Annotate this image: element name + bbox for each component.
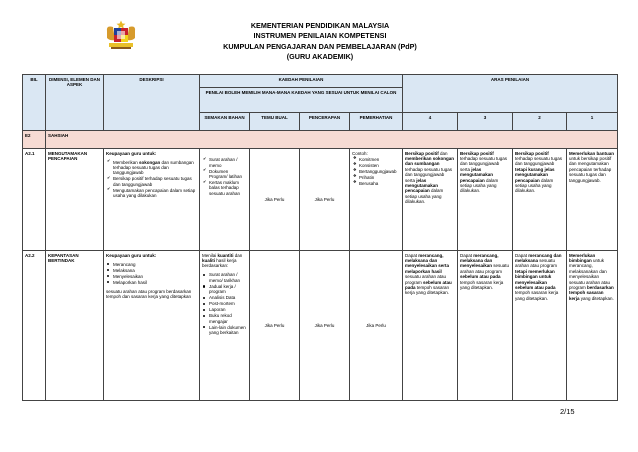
list-item: ❖ Berusaha bbox=[357, 181, 400, 186]
assessment-table bbox=[22, 74, 618, 401]
row-pencerapan: Jika Perlu bbox=[300, 251, 350, 401]
col-penilai-note: PENILAI BOLEH MEMILIH MANA-MANA KAEDAH YANG SESUAI UNTUK MENILAI CALON bbox=[200, 88, 403, 113]
table-row-a22 bbox=[23, 251, 618, 401]
list-item: ✔ Memberikan sokongan dan sumbangan terhadap sesuatu tugas dan tanggungjawab bbox=[111, 160, 197, 176]
col-semakan-bahan: SEMAKAN BAHAN bbox=[200, 113, 250, 131]
col-aras-1: 1 bbox=[567, 113, 618, 131]
row-code: A2.1 bbox=[23, 149, 46, 251]
list-item: ✔ Surat arahan / memo bbox=[207, 157, 247, 168]
section-row bbox=[23, 131, 618, 149]
section-name: SAHSIAH bbox=[46, 131, 618, 149]
list-item: ✔ Kertas maklum balas terhadap sesuatu arahan bbox=[207, 180, 247, 196]
group-title: KUMPULAN PENGAJARAN DAN PEMBELAJARAN (PdP) bbox=[223, 41, 417, 51]
row-description: Keupayaan guru untuk: Merancang Melaksana Menyelesaikan Melaporkan hasil sesuatu arahan atau program berdasarkan tempoh dan sasaran kerja yang ditetapkan bbox=[104, 251, 200, 401]
row-aras-2: Dapat merancang dan melaksana sesuatu arahan atau program tetapi memerlukan bimbingan untuk menyelesaikan sebelum atau pada tempoh sasaran kerja yang ditetapkan. bbox=[513, 251, 567, 401]
row-aspect: MENGUTAMAKAN PENCAPAIAN bbox=[46, 149, 104, 251]
row-aspect: KEPANTASAN BERTINDAK bbox=[46, 251, 104, 401]
ministry-title: KEMENTERIAN PENDIDIKAN MALAYSIA bbox=[250, 21, 390, 30]
col-aras-penilaian: ARAS PENILAIAN bbox=[403, 75, 618, 113]
row-code: A2.2 bbox=[23, 251, 46, 401]
row-pemerhatian: Contoh: ❖ Komitmen ❖ Konsisten ❖ Bertanggungjawab ❖ Prihatin ❖ Berusaha bbox=[350, 149, 403, 251]
list-item: ❖ Prihatin bbox=[357, 175, 400, 180]
row-pencerapan: Jika Perlu bbox=[300, 149, 350, 251]
row-pemerhatian: Jika Perlu bbox=[350, 251, 403, 401]
list-item: ✔ Mengutamakan pencapaian dalam setiap usaha yang dilakukan bbox=[111, 188, 197, 199]
col-dimensi: DIMENSI, ELEMEN DAN ASPEK bbox=[46, 75, 104, 131]
list-item: Menyelesaikan bbox=[111, 274, 197, 279]
row-semakan: Menilai kuantiti dan kualiti hasil kerja berdasarkan: Surat arahan / memo/ tarikhan Jadual kerja / program Analisis Data Post-mortem Laporan Buku rekod mengajar Lain-lain dokumen yang berkaitan bbox=[200, 251, 250, 401]
row-description: Keupayaan guru untuk: ✔ Memberikan sokongan dan sumbangan terhadap sesuatu tugas dan tanggungjawab ✔ Bersikap positif terhadap sesuatu tugas dan tanggungjawab ✔ Mengutamakan pencapaian dalam setiap usaha yang dilakukan bbox=[104, 149, 200, 251]
instrument-title: INSTRUMEN PENILAIAN KOMPETENSI bbox=[253, 31, 387, 41]
row-temu-bual: Jika Perlu bbox=[250, 149, 300, 251]
row-aras-2: Bersikap positif terhadap sesuatu tugas dan tanggungjawab tetapi kurang jelas mengutamakan pencapaian dalam setiap usaha yang dilakukan. bbox=[513, 149, 567, 251]
row-aras-1: Memerlukan bantuan untuk bersikap positif dan mengutamakan pencapaian terhadap sesuatu tugas dan tanggungjawab. bbox=[567, 149, 618, 251]
row-aras-3: Dapat merancang, melaksana dan menyelesaikan sesuatu arahan atau program sebelum atau pada tempoh sasaran kerja yang ditetapkan. bbox=[458, 251, 513, 401]
list-item: Melaporkan hasil bbox=[111, 280, 197, 285]
list-item: Surat arahan / memo/ tarikhan bbox=[207, 272, 247, 283]
row-semakan bbox=[200, 149, 250, 251]
list-item: Merancang bbox=[111, 262, 197, 267]
col-bil: BIL bbox=[23, 75, 46, 131]
row-aras-1: Memerlukan bimbingan untuk merancang, melaksanakan dan menyelesaikan sesuatu arahan atau program berdasarkan tempoh sasaran kerja yang ditetapkan. bbox=[567, 251, 618, 401]
list-item: ✔ Dokumen Program/ latihan bbox=[207, 169, 247, 180]
list-item: ✔ Bersikap positif terhadap sesuatu tugas dan tanggungjawab bbox=[111, 176, 197, 187]
col-deskripsi: DESKRIPSI bbox=[104, 75, 200, 131]
list-item: ❖ Bertanggungjawab bbox=[357, 169, 400, 174]
col-aras-4: 4 bbox=[403, 113, 458, 131]
document-header bbox=[190, 21, 450, 62]
row-aras-3: Bersikap positif terhadap sesuatu tugas dan tanggungjawab serta jelas mengutamakan pencapaian dalam setiap usaha yang dilakukan. bbox=[458, 149, 513, 251]
col-pemerhatian: PEMERHATIAN bbox=[350, 113, 403, 131]
list-item: Melaksana bbox=[111, 268, 197, 273]
teacher-type-title: (GURU AKADEMIK) bbox=[286, 51, 354, 61]
list-item: Post-mortem bbox=[207, 301, 247, 306]
col-kaedah-penilaian: KAEDAH PENILAIAN bbox=[200, 75, 403, 88]
section-code: E2 bbox=[23, 131, 46, 149]
col-pencerapan: PENCERAPAN bbox=[300, 113, 350, 131]
list-item: Analisis Data bbox=[207, 295, 247, 300]
list-item: Buku rekod mengajar bbox=[207, 313, 247, 324]
col-temu-bual: TEMU BUAL bbox=[250, 113, 300, 131]
col-aras-2: 2 bbox=[513, 113, 567, 131]
list-item: Jadual kerja / program bbox=[207, 284, 247, 295]
col-aras-3: 3 bbox=[458, 113, 513, 131]
table-row-a21 bbox=[23, 149, 618, 251]
row-temu-bual: Jika Perlu bbox=[250, 251, 300, 401]
list-item: Lain-lain dokumen yang berkaitan bbox=[209, 324, 246, 335]
list-item: ❖ Konsisten bbox=[357, 163, 400, 168]
list-item: Laporan bbox=[207, 307, 247, 312]
row-aras-4: Bersikap positif dan memberikan sokongan dan sumbangan terhadap sesuatu tugas dan tanggungjawab serta jelas mengutamakan pencapaian dalam setiap usaha yang dilakukan. bbox=[403, 149, 458, 251]
page-number: 2/15 bbox=[560, 407, 575, 416]
malaysia-crest-logo bbox=[104, 20, 138, 50]
row-aras-4: Dapat merancang, melaksana dan menyelesaikan serta melaporkan hasil sesuatu arahan atau program sebelum atau pada tempoh sasaran kerja yang ditetapkan. bbox=[403, 251, 458, 401]
list-item: ❖ Komitmen bbox=[357, 157, 400, 162]
